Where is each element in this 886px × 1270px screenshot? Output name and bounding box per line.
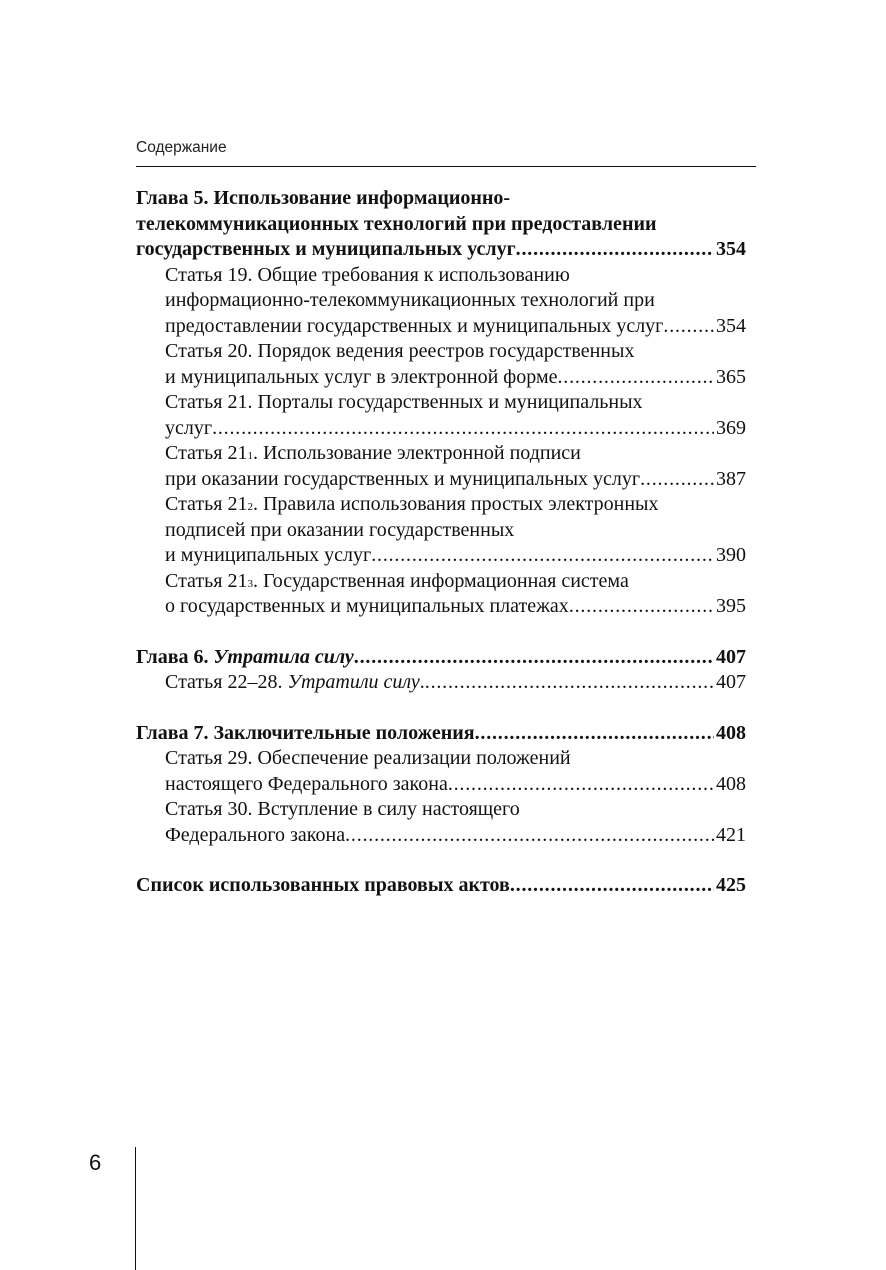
toc-line: информационно-телекоммуникационных технологий при: [165, 289, 655, 311]
toc-line: Статья 21 2 . Правила использования простых электронных: [165, 492, 746, 518]
toc-entry-prefix: Статья 21: [165, 569, 248, 592]
toc-entry-prefix: Статья 21: [165, 493, 248, 515]
toc-line: Статья 21 1 . Использование электронной подписи: [165, 441, 746, 467]
toc-page-number: 407: [716, 671, 746, 693]
toc-entry-text: и муниципальных услуг в электронной форме: [165, 365, 558, 388]
toc-entry-text: государственных и муниципальных услуг: [136, 238, 516, 260]
spacer: [136, 620, 746, 645]
toc-page-number: 421: [716, 823, 746, 846]
dot-leader: [354, 645, 714, 671]
dot-leader: [345, 823, 714, 849]
spacer: [136, 696, 746, 721]
toc-article-22-28[interactable]: [136, 670, 746, 696]
toc-article-21-2[interactable]: [136, 492, 746, 569]
dot-leader: [558, 365, 715, 391]
toc-line-last: [165, 365, 746, 391]
spacer: [136, 848, 746, 873]
dot-leader: [640, 467, 714, 493]
toc-chapter-5[interactable]: [136, 186, 746, 263]
table-of-contents: [136, 186, 746, 899]
toc-chapter-7[interactable]: [136, 721, 746, 747]
toc-line-last: [165, 467, 746, 493]
toc-line-last: [165, 772, 746, 798]
dot-leader: [448, 772, 714, 798]
toc-article-21[interactable]: [136, 390, 746, 441]
toc-line-last: [136, 873, 746, 899]
toc-line: Статья 30. Вступление в силу настоящего: [165, 798, 520, 820]
page-number: 6: [89, 1150, 102, 1175]
toc-line-last: [136, 237, 746, 263]
toc-article-20[interactable]: [136, 339, 746, 390]
toc-article-30[interactable]: [136, 797, 746, 848]
toc-line: Статья 21. Порталы государственных и муниципальных: [165, 391, 643, 413]
toc-entry-text: настоящего Федерального закона: [165, 772, 448, 795]
dot-leader: [425, 670, 714, 696]
toc-line-last: [165, 594, 746, 620]
toc-line: подписей при оказании государственных: [165, 518, 515, 541]
header-rule: [136, 166, 756, 167]
toc-line: Статья 20. Порядок ведения реестров государственных: [165, 340, 635, 362]
toc-entry-text: при оказании государственных и муниципальных услуг: [165, 467, 641, 490]
toc-page-number: 387: [716, 467, 746, 490]
toc-article-29[interactable]: [136, 746, 746, 797]
toc-line-last: [165, 670, 746, 696]
toc-article-21-1[interactable]: [136, 441, 746, 492]
toc-entry-italic: Утратили силу: [287, 671, 420, 693]
toc-page-number: 354: [716, 238, 746, 260]
toc-line: Статья 29. Обеспечение реализации положений: [165, 747, 571, 769]
toc-line-last: [136, 721, 746, 747]
toc-page-number: 390: [716, 544, 746, 566]
toc-entry-text: . Государственная информационная система: [252, 569, 629, 592]
toc-line: телекоммуникационных технологий при предоставлении: [136, 212, 657, 235]
dot-leader: [510, 873, 714, 899]
toc-line-last: [165, 314, 746, 340]
dot-leader: [663, 314, 714, 340]
running-head-title: Содержание: [136, 139, 227, 156]
toc-line-last: [136, 645, 746, 671]
toc-line-last: [165, 416, 746, 442]
toc-entry-text: предоставлении государственных и муниципальных услуг: [165, 314, 664, 337]
toc-page-number: 365: [716, 365, 746, 388]
toc-entry-text: услуг: [165, 416, 213, 439]
toc-article-19[interactable]: [136, 263, 746, 340]
toc-entry-text: . Правила использования простых электронных: [252, 493, 659, 515]
dot-leader: [516, 237, 714, 263]
toc-entry-text: Федерального закона: [165, 823, 346, 846]
toc-page-number: 395: [716, 595, 746, 617]
folio-rule: [135, 1147, 136, 1270]
toc-entry-text: Глава 7. Заключительные положения: [136, 721, 475, 744]
toc-entry-italic: Утратила силу: [213, 645, 354, 668]
dot-leader: [569, 594, 714, 620]
toc-entry-text: Глава 6.: [136, 645, 209, 668]
toc-page-number: 354: [716, 314, 746, 337]
toc-entry-text: . Использование электронной подписи: [252, 442, 581, 464]
toc-line: Глава 5. Использование информационно-: [136, 187, 511, 209]
toc-page-number: 425: [716, 874, 746, 896]
toc-article-21-3[interactable]: [136, 569, 746, 620]
toc-entry-prefix: Статья 21: [165, 442, 248, 464]
toc-sources-list[interactable]: [136, 873, 746, 899]
dot-leader: [212, 416, 714, 442]
dot-leader: [371, 543, 714, 569]
toc-line: Статья 21 3 . Государственная информационная система: [165, 569, 746, 595]
toc-line: Статья 19. Общие требования к использованию: [165, 263, 570, 286]
toc-line-last: [165, 543, 746, 569]
dot-leader: [475, 721, 714, 747]
toc-page-number: 407: [716, 645, 746, 668]
toc-page-number: 408: [716, 721, 746, 744]
toc-entry-text: о государственных и муниципальных платежах: [165, 595, 569, 617]
toc-chapter-6[interactable]: [136, 645, 746, 671]
toc-page-number: 408: [716, 772, 746, 795]
toc-page-number: 369: [716, 416, 746, 439]
toc-entry-tail: .: [419, 671, 425, 693]
toc-entry-text: Статья 22–28.: [165, 671, 283, 693]
toc-line-last: [165, 823, 746, 849]
toc-entry-text: и муниципальных услуг: [165, 544, 372, 566]
toc-entry-text: Список использованных правовых актов: [136, 874, 510, 896]
